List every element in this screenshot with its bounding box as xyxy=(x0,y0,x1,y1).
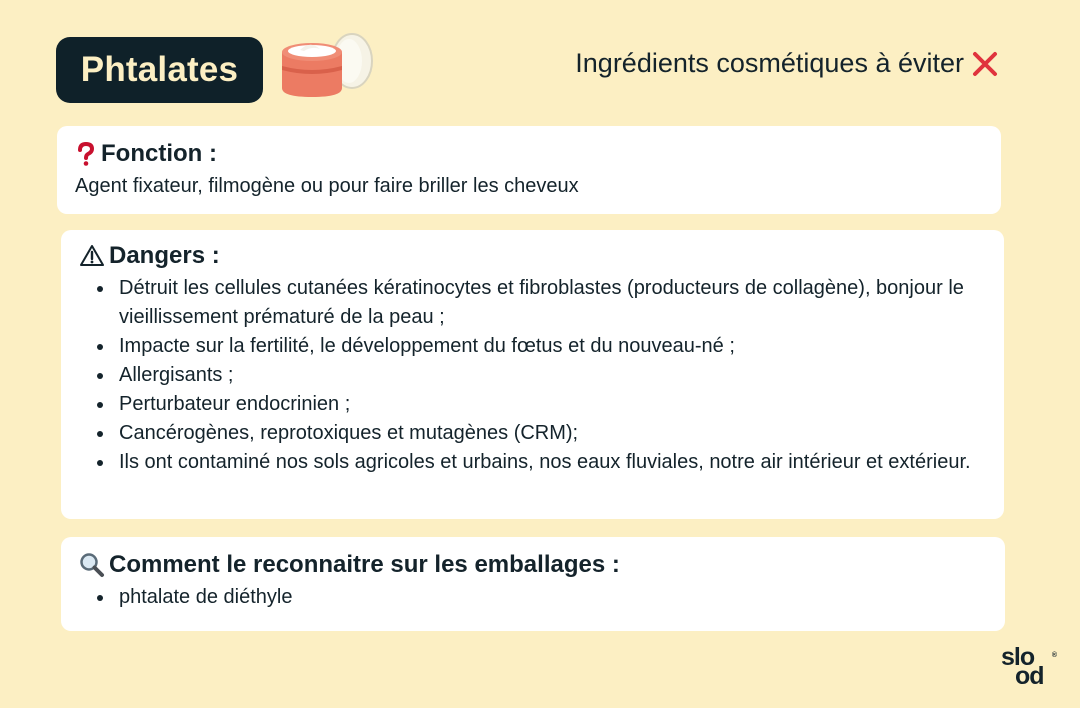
question-mark-icon xyxy=(75,142,97,166)
cream-jar-icon xyxy=(276,30,376,102)
warning-icon xyxy=(79,244,105,268)
list-item: • Détruit les cellules cutanées kératinocytes et fibroblastes (producteurs de collagène), bonjour le vieillissement prématuré de la peau ; xyxy=(115,274,986,332)
comment-heading xyxy=(79,551,987,579)
title-badge xyxy=(56,37,263,103)
slood-logo xyxy=(1001,643,1057,690)
dangers-card xyxy=(61,230,1004,519)
registered-mark: ® xyxy=(1051,652,1057,659)
dangers-list xyxy=(79,274,986,477)
comment-title: Comment le reconnaitre sur les emballages : xyxy=(109,551,620,578)
header-subtitle: Ingrédients cosmétiques à éviter xyxy=(575,48,964,78)
fonction-card xyxy=(57,126,1001,214)
logo-line-1: slo xyxy=(1001,643,1035,671)
list-item: • Impacte sur la fertilité, le développement du fœtus et du nouveau-né ; xyxy=(115,332,986,361)
cross-mark-icon xyxy=(970,49,1000,79)
logo-line-2: od xyxy=(1015,662,1044,690)
comment-card xyxy=(61,537,1005,631)
comment-list xyxy=(79,583,987,612)
magnifying-glass-icon xyxy=(79,552,105,578)
list-item: • Allergisants ; xyxy=(115,361,986,390)
list-item: • Perturbateur endocrinien ; xyxy=(115,390,986,419)
fonction-text: Agent fixateur, filmogène ou pour faire briller les cheveux xyxy=(75,175,579,197)
page-title: Phtalates xyxy=(80,50,239,89)
list-item: • Ils ont contaminé nos sols agricoles et urbains, nos eaux fluviales, notre air intérieur et extérieur. xyxy=(115,448,986,477)
list-item: • Cancérogènes, reprotoxiques et mutagènes (CRM); xyxy=(115,419,986,448)
dangers-heading xyxy=(79,242,986,270)
fonction-title: Fonction : xyxy=(101,140,217,167)
fonction-heading xyxy=(75,140,983,168)
dangers-title: Dangers : xyxy=(109,242,220,269)
header-subtitle-row xyxy=(575,48,1000,79)
list-item: • phtalate de diéthyle xyxy=(115,583,987,612)
